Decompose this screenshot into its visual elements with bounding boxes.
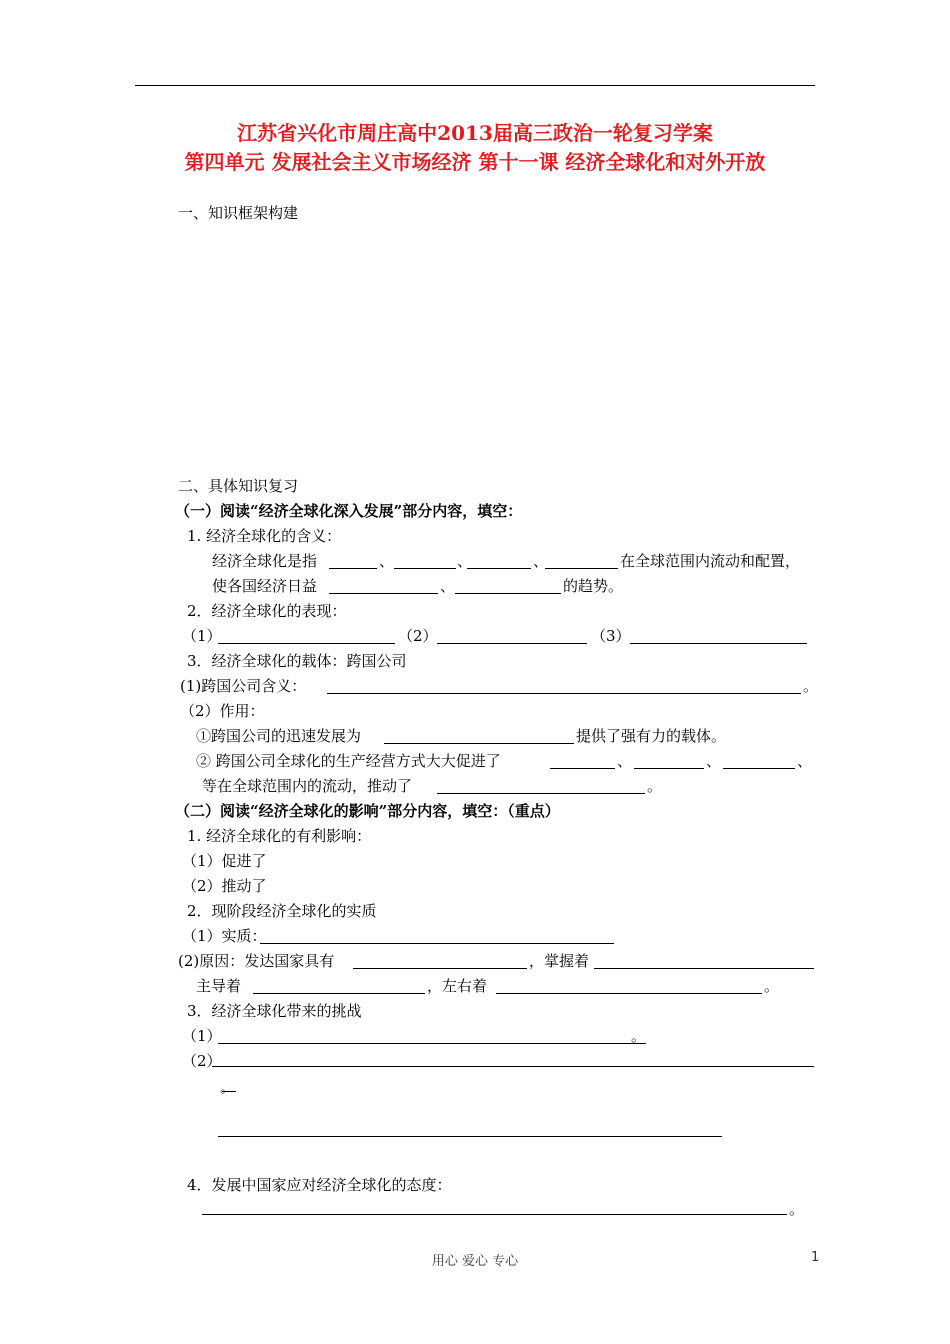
p2-q3-1: （1） xyxy=(182,1027,222,1045)
p2-q2-2-start: (2)原因：发达国家具有 xyxy=(178,952,335,970)
section2-heading: 二、具体知识复习 xyxy=(178,477,299,495)
blank-line xyxy=(218,643,395,644)
blank-line xyxy=(437,793,645,794)
blank-line xyxy=(467,568,531,569)
document-title-line1: 江苏省兴化市周庄高中2013届高三政治一轮复习学案 xyxy=(237,121,713,145)
blank-line xyxy=(723,768,795,769)
blank-line xyxy=(594,968,814,969)
blank-line xyxy=(496,993,762,994)
p1-q3-2b-start: ② 跨国公司全球化的生产经营方式大大促进了 xyxy=(196,752,501,770)
document-title-line2: 第四单元 发展社会主义市场经济 第十一课 经济全球化和对外开放 xyxy=(184,150,766,174)
blank-line xyxy=(437,643,587,644)
p2-q1-title: 1. 经济全球化的有利影响： xyxy=(187,827,372,845)
p1-q2-title: 2．经济全球化的表现： xyxy=(187,602,347,620)
blank-line xyxy=(545,568,618,569)
p1-q3-title: 3．经济全球化的载体：跨国公司 xyxy=(187,652,407,670)
blank-line xyxy=(222,1091,236,1092)
blank-line xyxy=(329,568,377,569)
p2-q2-1: （1）实质： xyxy=(182,927,267,945)
p2-q2-3-mid: ，左右着 xyxy=(427,977,488,995)
blank-line xyxy=(218,1136,722,1137)
period: 。 xyxy=(803,677,819,695)
blank-line xyxy=(630,643,807,644)
separator: 、 xyxy=(617,752,633,770)
p1-q2-marker-2: （2） xyxy=(398,627,438,645)
p1-q1-line2-end: 的趋势。 xyxy=(563,577,624,595)
header-rule xyxy=(135,85,815,86)
part1-heading: （一）阅读“经济全球化深入发展”部分内容，填空： xyxy=(175,502,523,520)
period: 。 xyxy=(764,977,780,995)
blank-line xyxy=(218,1043,646,1044)
separator: 、 xyxy=(379,552,395,570)
p1-q3-2a-start: ①跨国公司的迅速发展为 xyxy=(196,727,362,745)
blank-line xyxy=(353,968,527,969)
separator: 、 xyxy=(440,577,456,595)
period: 。 xyxy=(647,777,663,795)
separator: 、 xyxy=(457,552,473,570)
separator: 、 xyxy=(797,752,813,770)
p2-q2-title: 2．现阶段经济全球化的实质 xyxy=(187,902,377,920)
blank-line xyxy=(394,568,456,569)
blank-line xyxy=(212,1066,814,1067)
p1-q3-2c-start: 等在全球范围内的流动，推动了 xyxy=(202,777,413,795)
page-footer: 用心 爱心 专心 xyxy=(431,1254,519,1269)
blank-line xyxy=(260,943,614,944)
p1-q1-line2-text: 使各国经济日益 xyxy=(212,577,318,595)
separator: 、 xyxy=(706,752,722,770)
p1-q1-line1-end: 在全球范围内流动和配置， xyxy=(620,552,801,570)
p2-q3-2: （2） xyxy=(182,1052,222,1070)
p2-q3-title: 3．经济全球化带来的挑战 xyxy=(187,1002,362,1020)
p1-q3-2a-end: 提供了强有力的载体。 xyxy=(576,727,727,745)
blank-line xyxy=(253,993,425,994)
blank-line xyxy=(550,768,615,769)
p1-q1-title: 1. 经济全球化的含义： xyxy=(187,527,342,545)
period: 。 xyxy=(220,1078,236,1096)
part2-heading: （二）阅读“经济全球化的影响”部分内容，填空：（重点） xyxy=(175,802,560,820)
p2-q2-3-start: 主导着 xyxy=(196,977,242,995)
p2-q4-title: 4．发展中国家应对经济全球化的态度： xyxy=(187,1176,452,1194)
p1-q2-marker-3: （3） xyxy=(591,627,631,645)
p1-q1-line1-text: 经济全球化是指 xyxy=(212,552,318,570)
p2-q1-2: （2）推动了 xyxy=(182,877,267,895)
p1-q3-1: (1)跨国公司含义： xyxy=(180,677,307,695)
p1-q2-marker-1: （1） xyxy=(182,627,222,645)
separator: 、 xyxy=(533,552,549,570)
p2-q1-1: （1）促进了 xyxy=(182,852,267,870)
period: 。 xyxy=(789,1200,805,1218)
blank-line xyxy=(634,768,704,769)
p1-q3-2: （2）作用： xyxy=(180,702,265,720)
p2-q2-2-mid: ，掌握着 xyxy=(529,952,590,970)
blank-line xyxy=(455,593,561,594)
blank-line xyxy=(327,693,801,694)
period: 。 xyxy=(631,1027,647,1045)
blank-line xyxy=(384,743,574,744)
page-number: 1 xyxy=(811,1250,820,1265)
blank-line xyxy=(329,593,438,594)
section1-heading: 一、知识框架构建 xyxy=(178,204,299,222)
blank-line xyxy=(202,1214,787,1215)
